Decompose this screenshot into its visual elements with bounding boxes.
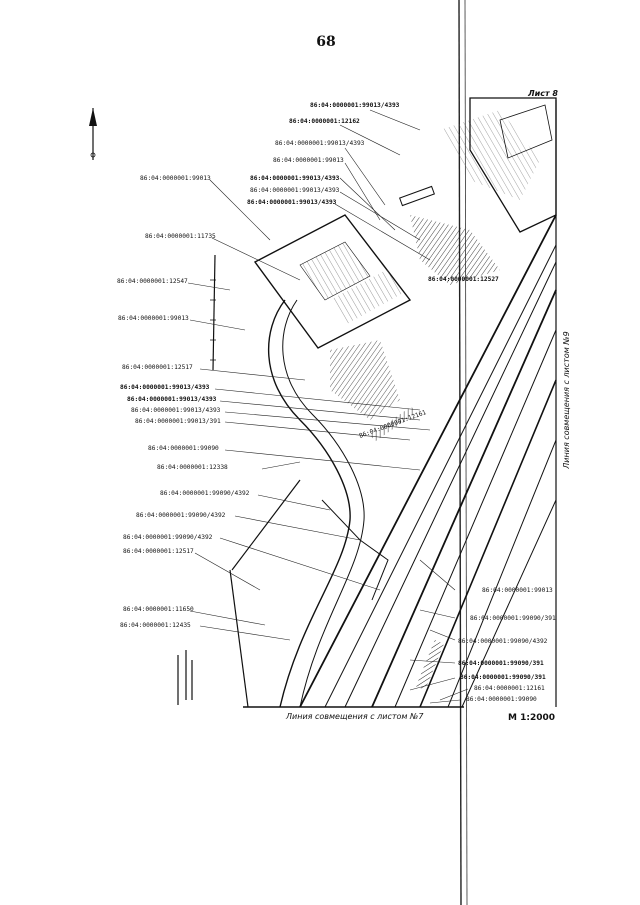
bottom-match-line-caption: Линия совмещения с листом №7 [286, 712, 424, 721]
parcel-label: 86:04:0000001:12162 [289, 118, 360, 125]
parcel-label: 86:04:0000001:99013 [118, 315, 189, 322]
parcel-label: 86:04:0000001:99013 [482, 587, 553, 594]
parcel-label: 86:04:0000001:12517 [122, 364, 193, 371]
parcel-label: 86:04:0000001:99090/4392 [160, 490, 250, 497]
parcel-label: 86:04:0000001:99013/4393 [120, 384, 210, 391]
parcel-label: 86:04:0000001:99090/4392 [458, 638, 548, 645]
parcel-label: 86:04:0000001:99013/4393 [250, 175, 340, 182]
sheet-label: Лист 8 [528, 89, 558, 98]
map-label: 86:04:0000001:12527 [428, 276, 499, 283]
right-match-line-caption: Линия совмещения с листом №9 [562, 331, 571, 469]
parcel-label: 86:04:0000001:99013 [140, 175, 211, 182]
parcel-label: 86:04:0000001:99090 [148, 445, 219, 452]
parcel-label: 86:04:0000001:99090/391 [458, 660, 544, 667]
parcel-label: 86:04:0000001:99090/4392 [136, 512, 226, 519]
parcel-label: 86:04:0000001:99013/4393 [127, 396, 217, 403]
parcel-label: 86:04:0000001:99090/4392 [123, 534, 213, 541]
parcel-label: 86:04:0000001:12547 [117, 278, 188, 285]
parcel-label: 86:04:0000001:12435 [120, 622, 191, 629]
parcel-label: 86:04:0000001:11650 [123, 606, 194, 613]
parcel-block-upper [255, 215, 410, 348]
scale-label: М 1:2000 [508, 713, 555, 723]
parcel-label: 86:04:0000001:99013/4393 [310, 102, 400, 109]
parcel-label: 86:04:0000001:99013/391 [135, 418, 221, 425]
hatched-area [330, 340, 400, 420]
parcel-label: 86:04:0000001:99013/4393 [131, 407, 221, 414]
parcel-label: 86:04:0000001:11735 [145, 233, 216, 240]
north-arrow-icon [89, 108, 97, 160]
parcel-label: 86:04:0000001:99013 [273, 157, 344, 164]
hatched-area [440, 110, 540, 200]
parcel-label: 86:04:0000001:99090/391 [460, 674, 546, 681]
parcel-label: 86:04:0000001:99090/391 [470, 615, 556, 622]
parcel-label: 86:04:0000001:99090 [466, 696, 537, 703]
map-label: 86:04:0000001:12161 [358, 409, 428, 440]
parcel-label: 86:04:0000001:12338 [157, 464, 228, 471]
hatched-area [410, 215, 500, 285]
survey-line [178, 255, 300, 707]
parcel-label: 86:04:0000001:99013/4393 [247, 199, 337, 206]
parcel-label: 86:04:0000001:12517 [123, 548, 194, 555]
parcel-label: 86:04:0000001:12161 [474, 685, 545, 692]
parcel-label: 86:04:0000001:99013/4393 [275, 140, 365, 147]
page-number: 68 [316, 34, 336, 50]
parcel-label: 86:04:0000001:99013/4393 [250, 187, 340, 194]
